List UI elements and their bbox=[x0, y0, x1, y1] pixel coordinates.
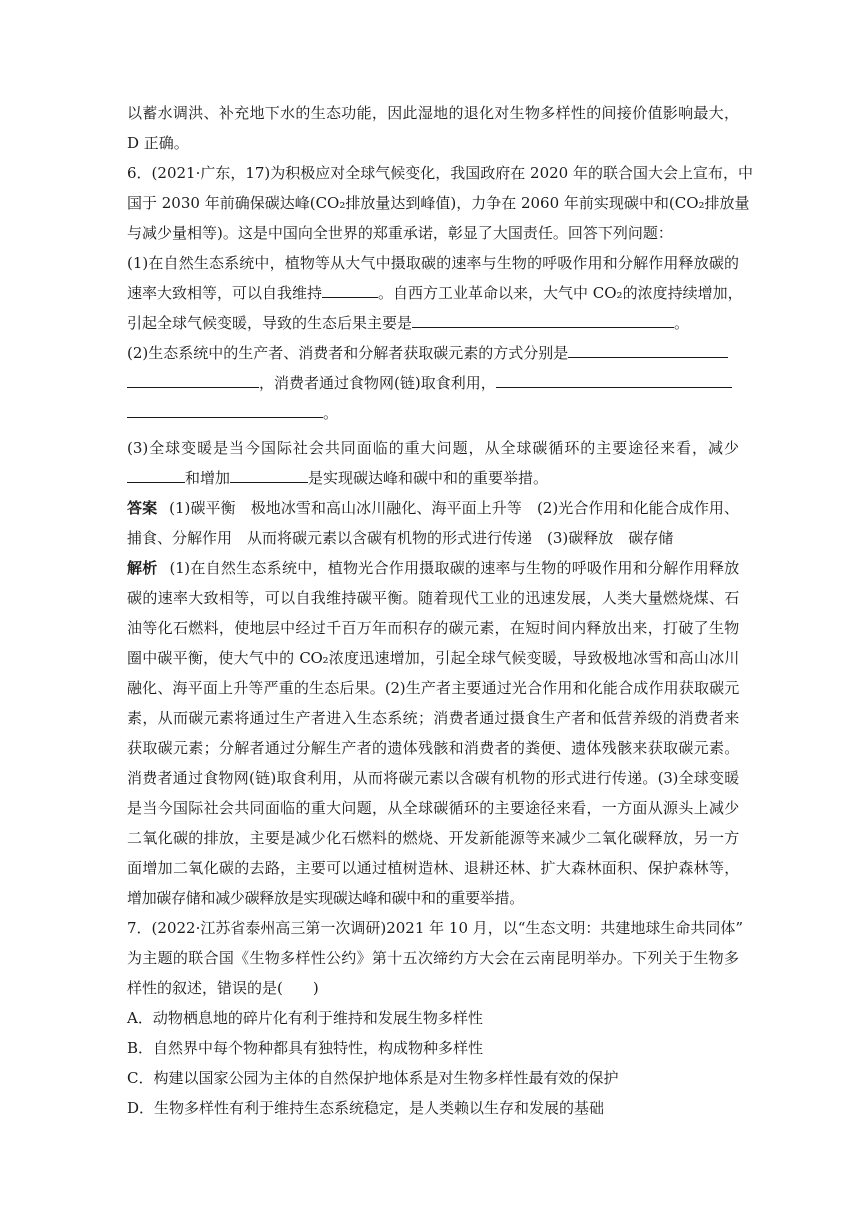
answer-section: 捕食、分解作用 从而将碳元素以含碳有机物的形式进行传递 (3)碳释放 碳存储 bbox=[127, 529, 674, 547]
analysis-line: 油等化石燃料，使地层中经过千百万年而积存的碳元素，在短时间内释放出来，打破了生物 bbox=[127, 619, 739, 637]
option-b: B．自然界中每个物种都具有独特性，构成物种多样性 bbox=[127, 1039, 484, 1057]
intro-line: 以蓄水调洪、补充地下水的生态功能，因此湿地的退化对生物多样性的间接价值影响最大， bbox=[127, 104, 739, 122]
analysis-line: 增加碳存储和减少碳释放是实现碳达峰和碳中和的重要举措。 bbox=[127, 889, 524, 907]
analysis-section: 解析 (1)在自然生态系统中，植物光合作用摄取碳的速率与生物的呼吸作用和分解作用释放 bbox=[127, 559, 739, 577]
option-d: D．生物多样性有利于维持生态系统稳定，是人类赖以生存和发展的基础 bbox=[127, 1099, 605, 1117]
question-6-stem: 6．(2021·广东，17)为积极应对全球气候变化，我国政府在 2020 年的联合国大会上宣布，中 bbox=[127, 164, 753, 182]
analysis-line: 面增加二氧化碳的去路，主要可以通过植树造林、退耕还林、扩大森林面积、保护森林等， bbox=[127, 859, 739, 877]
question-6-part-1: (1)在自然生态系统中，植物等从大气中摄取碳的速率与生物的呼吸作用和分解作用释放碳的 bbox=[127, 254, 739, 272]
answer-label: 答案 bbox=[127, 499, 158, 517]
question-7-stem: 7．(2022·江苏省泰州高三第一次调研)2021 年 10 月，以“生态文明：共建地球生命共同体” bbox=[127, 919, 744, 937]
analysis-line: 融化、海平面上升等严重的生态后果。(2)生产者主要通过光合作用和化能合成作用获取碳元 bbox=[127, 679, 739, 697]
answer-blank bbox=[230, 468, 308, 483]
question-6-part-1: 引起全球气候变暖，导致的生态后果主要是 。 bbox=[127, 314, 690, 332]
question-7-stem: 为主题的联合国《生物多样性公约》第十五次缔约方大会在云南昆明举办。下列关于生物多 bbox=[127, 949, 739, 967]
intro-line: D 正确。 bbox=[127, 134, 189, 152]
question-6-part-2: (2)生态系统中的生产者、消费者和分解者获取碳元素的方式分别是 bbox=[127, 343, 739, 363]
question-6-part-3: (3)全球变暖是当今国际社会共同面临的重大问题，从全球碳循环的主要途径来看，减少 bbox=[127, 439, 739, 457]
question-6-part-2: ，消费者通过食物网(链)取食利用， bbox=[127, 373, 739, 393]
analysis-label: 解析 bbox=[127, 559, 158, 577]
option-c: C．构建以国家公园为主体的自然保护地体系是对生物多样性最有效的保护 bbox=[127, 1069, 619, 1087]
analysis-line: 二氧化碳的排放，主要是减少化石燃料的燃烧、开发新能源等来减少二氧化碳释放，另一方 bbox=[127, 829, 739, 847]
answer-blank bbox=[127, 373, 259, 388]
analysis-line: 消费者通过食物网(链)取食利用，从而将碳元素以含碳有机物的形式进行传递。(3)全球变暖 bbox=[127, 769, 739, 787]
answer-blank bbox=[322, 283, 378, 298]
answer-section: 答案 (1)碳平衡 极地冰雪和高山冰川融化、海平面上升等 (2)光合作用和化能合成作用、 bbox=[127, 499, 739, 517]
answer-blank bbox=[496, 373, 732, 388]
question-6-part-1: 速率大致相等，可以自我维持 。自西方工业革命以来，大气中 CO₂的浓度持续增加， bbox=[127, 284, 743, 302]
question-7-stem: 样性的叙述，错误的是( ) bbox=[127, 979, 319, 997]
question-6-part-2: 。 bbox=[127, 403, 739, 423]
question-6-part-3: 和增加 是实现碳达峰和碳中和的重要举措。 bbox=[127, 468, 739, 488]
analysis-line: 获取碳元素；分解者通过分解生产者的遗体残骸和消费者的粪便、遗体残骸来获取碳元素。 bbox=[127, 739, 739, 757]
answer-blank bbox=[127, 468, 185, 483]
analysis-line: 碳的速率大致相等，可以自我维持碳平衡。随着现代工业的迅速发展，人类大量燃烧煤、石 bbox=[127, 589, 739, 607]
option-a: A．动物栖息地的碎片化有利于维持和发展生物多样性 bbox=[127, 1009, 483, 1027]
question-6-stem: 国于 2030 年前确保碳达峰(CO₂排放量达到峰值)，力争在 2060 年前实现碳中和(CO₂排放量 bbox=[127, 194, 750, 212]
answer-blank bbox=[412, 313, 674, 328]
analysis-line: 是当今国际社会共同面临的重大问题，从全球碳循环的主要途径来看，一方面从源头上减少 bbox=[127, 799, 739, 817]
question-6-stem: 与减少量相等)。这是中国向全世界的郑重承诺，彰显了大国责任。回答下列问题： bbox=[127, 224, 673, 242]
answer-blank bbox=[127, 403, 323, 418]
answer-blank bbox=[568, 343, 728, 358]
analysis-line: 圈中碳平衡，使大气中的 CO₂浓度迅速增加，引起全球气候变暖，导致极地冰雪和高山冰川 bbox=[127, 649, 739, 667]
analysis-line: 素，从而碳元素将通过生产者进入生态系统；消费者通过摄食生产者和低营养级的消费者来 bbox=[127, 709, 739, 727]
